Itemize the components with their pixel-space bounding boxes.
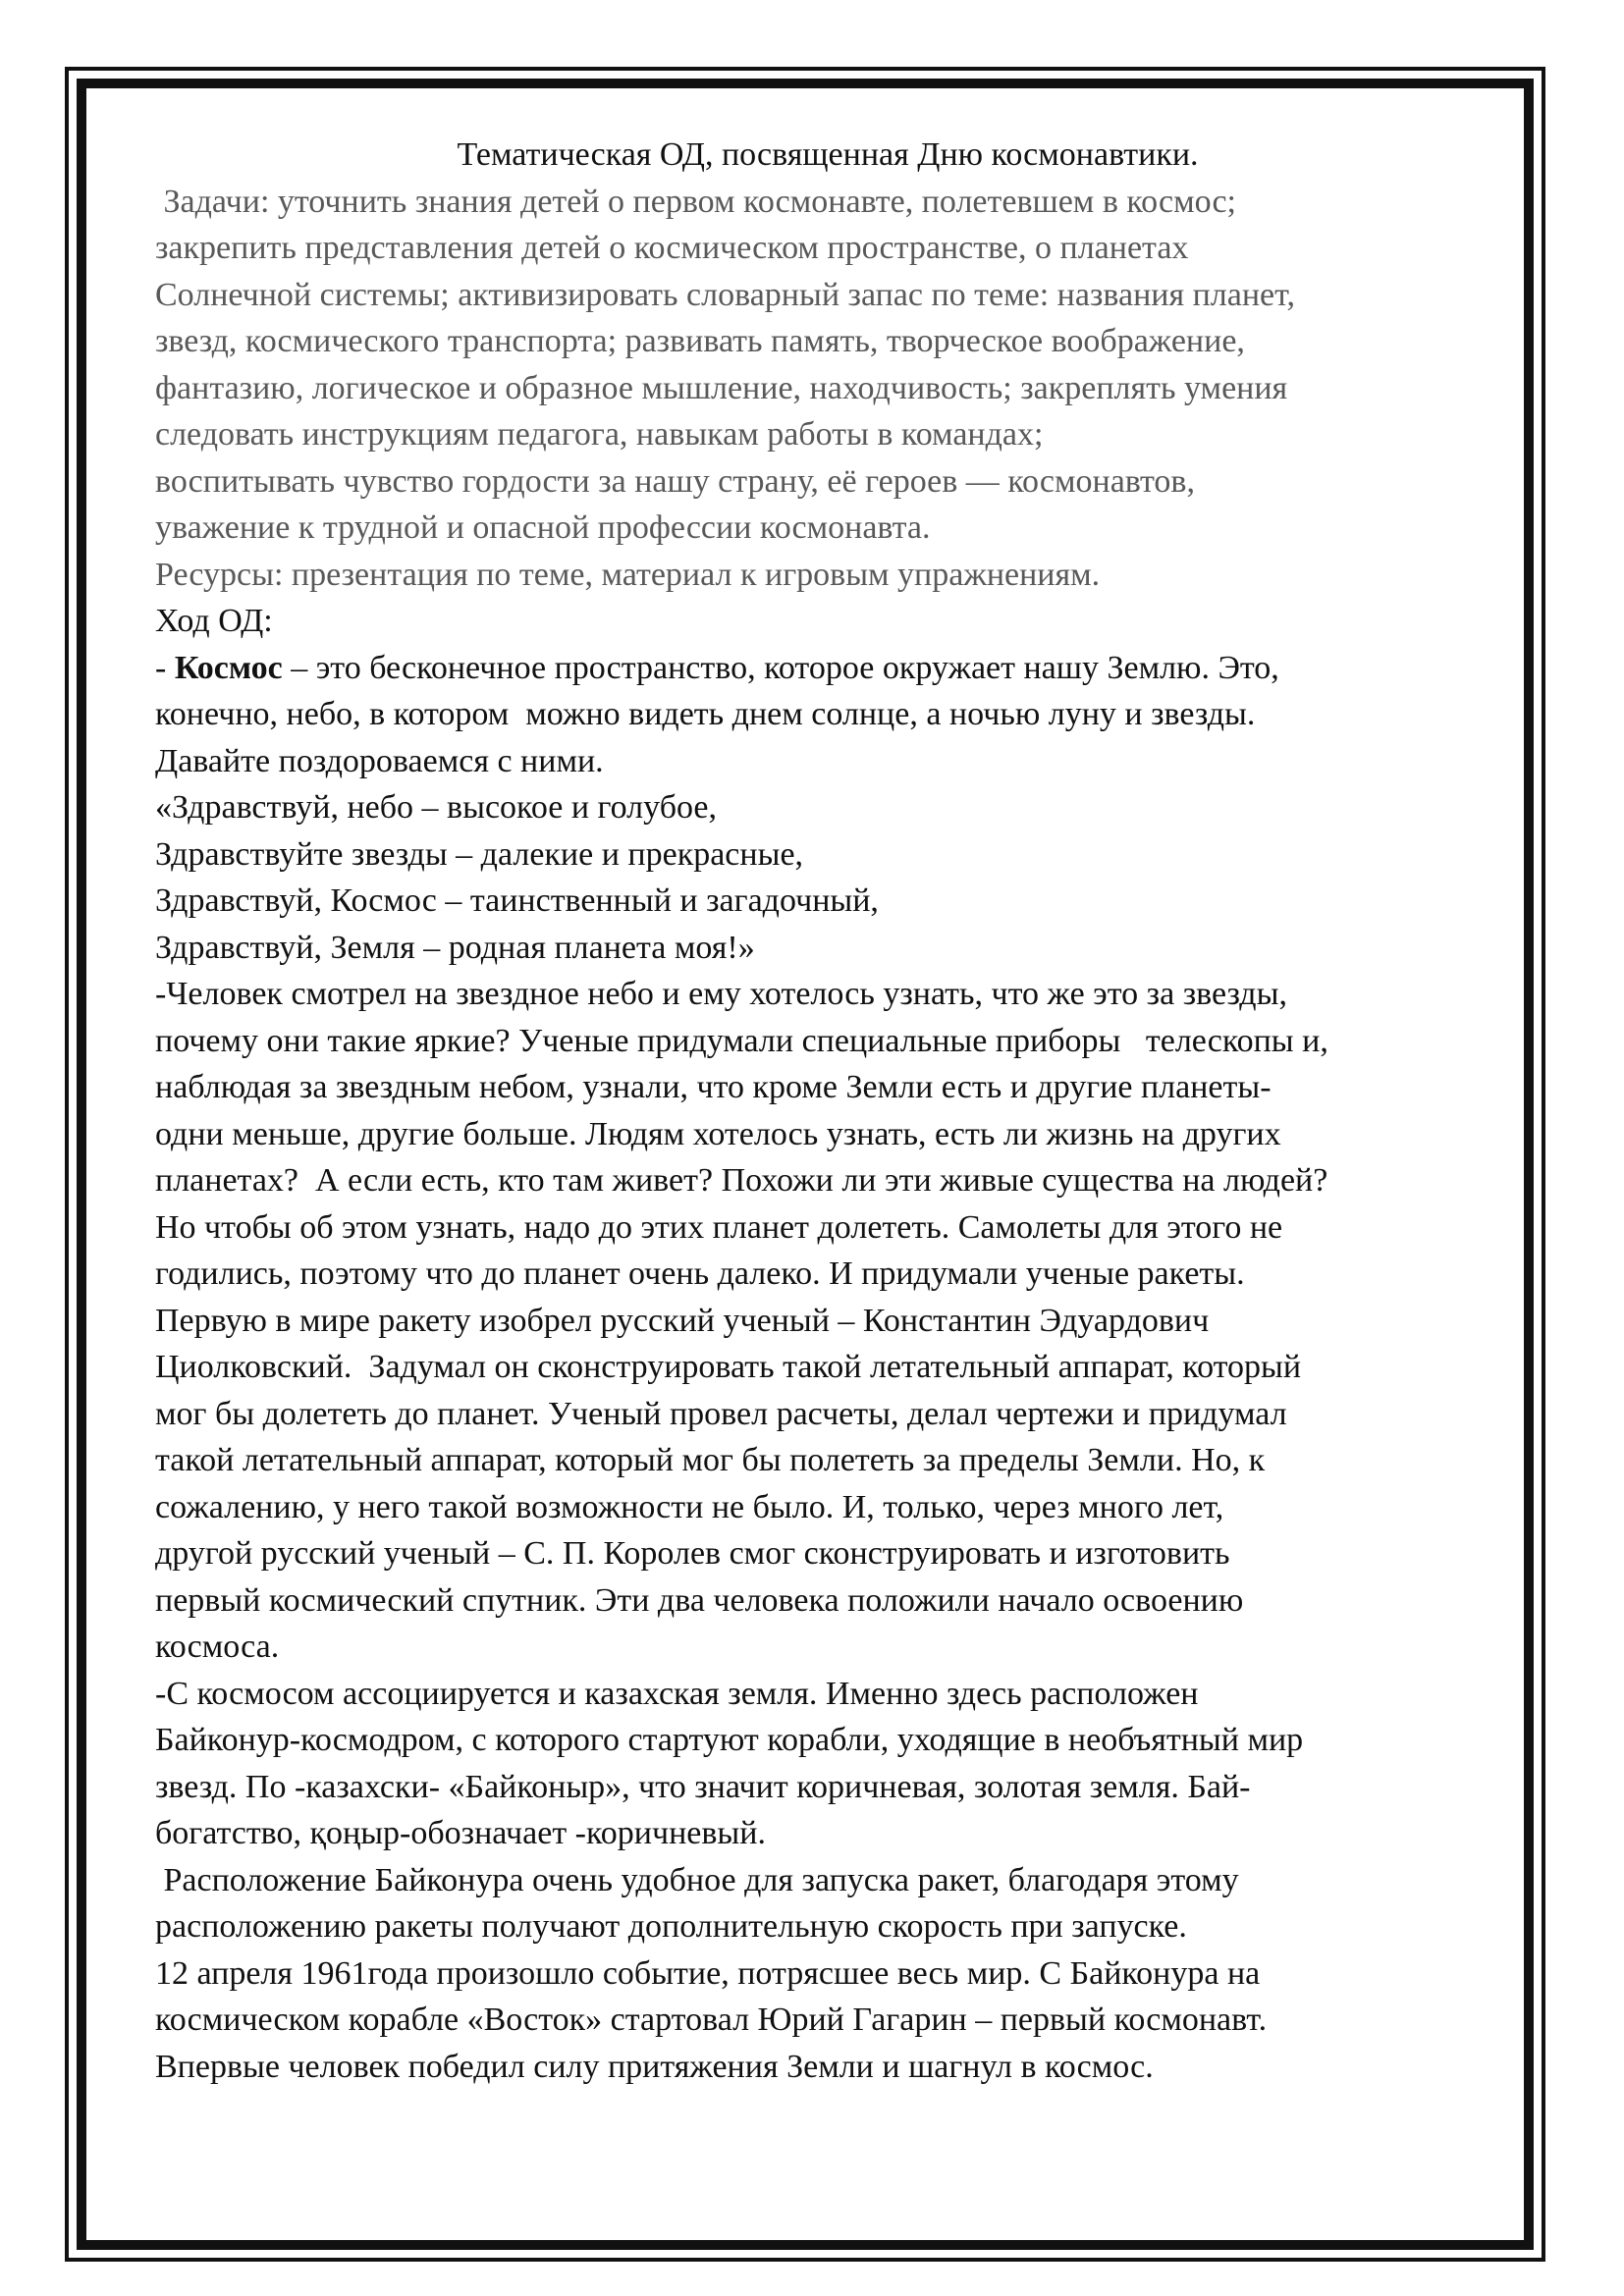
body-line: конечно, небо, в котором можно видеть днем солнце, а ночью луну и звезды. xyxy=(155,696,1256,732)
body-line: звезд. По -казахски- «Байконыр», что значит коричневая, золотая земля. Бай- xyxy=(155,1768,1251,1805)
intro-line xyxy=(155,645,1500,692)
intro-prefix: - xyxy=(155,649,175,686)
body-line: космоса. xyxy=(155,1629,280,1665)
body-line: расположению ракеты получают дополнительную скорость при запуске. xyxy=(155,1908,1187,1945)
body-line: Впервые человек победил силу притяжения Земли и шагнул в космос. xyxy=(155,2048,1154,2085)
tasks-line: следовать инструкциям педагога, навыкам работы в командах; xyxy=(155,416,1044,453)
poem-line: Здравствуй, Космос – таинственный и загадочный, xyxy=(155,882,879,919)
intro-term-kosmos: Космос xyxy=(174,649,283,686)
body-line: Расположение Байконура очень удобное для запуска ракет, благодаря этому xyxy=(155,1861,1239,1898)
tasks-line: воспитывать чувство гордости за нашу страну, её героев — космонавтов, xyxy=(155,462,1195,500)
tasks-line: закрепить представления детей о космическом пространстве, о планетах xyxy=(155,230,1189,266)
poem-line: Здравствуй, Земля – родная планета моя!» xyxy=(155,929,755,966)
document-title: Тематическая ОД, посвященная Дню космонавтики. xyxy=(457,136,1199,173)
body-line: богатство, қоңыр-обозначает -коричневый. xyxy=(155,1815,766,1851)
tasks-line: Задачи: уточнить знания детей о первом космонавте, полетевшем в космос; xyxy=(155,183,1236,220)
tasks-line: звезд, космического транспорта; развивать память, творческое воображение, xyxy=(155,323,1245,359)
tasks-line: Солнечной системы; активизировать словарный запас по теме: названия планет, xyxy=(155,276,1295,313)
poem-line: «Здравствуй, небо – высокое и голубое, xyxy=(155,789,718,826)
body-line: такой летательный аппарат, который мог бы полететь за пределы Земли. Но, к xyxy=(155,1442,1266,1478)
body-line: Давайте поздороваемся с ними. xyxy=(155,742,604,779)
document-body xyxy=(155,132,1500,2090)
body-line: Байконур-космодром, с которого стартуют корабли, уходящие в необъятный мир xyxy=(155,1722,1304,1758)
body-line: мог бы долететь до планет. Ученый провел расчеты, делал чертежи и придумал xyxy=(155,1395,1287,1432)
course-heading: Ход ОД: xyxy=(155,603,273,639)
body-line: планетах? А если есть, кто там живет? Похожи ли эти живые существа на людей? xyxy=(155,1162,1328,1199)
body-line: Циолковский. Задумал он сконструировать такой летательный аппарат, который xyxy=(155,1349,1302,1385)
body-line: космическом корабле «Восток» стартовал Юрий Гагарин – первый космонавт. xyxy=(155,2002,1268,2038)
body-line: Первую в мире ракету изобрел русский ученый – Константин Эдуардович xyxy=(155,1302,1210,1339)
tasks-line: уважение к трудной и опасной профессии космонавта. xyxy=(155,509,931,546)
body-line: 12 апреля 1961года произошло событие, потрясшее весь мир. С Байконура на xyxy=(155,1954,1261,1992)
body-text xyxy=(155,691,1500,2090)
body-line: Но чтобы об этом узнать, надо до этих планет долететь. Самолеты для этого не xyxy=(155,1208,1283,1246)
intro-rest: – это бесконечное пространство, которое окружает нашу Землю. Это, xyxy=(282,649,1279,686)
body-line: почему они такие яркие? Ученые придумали специальные приборы телескопы и, xyxy=(155,1022,1328,1059)
body-line: сожалению, у него такой возможности не было. И, только, через много лет, xyxy=(155,1488,1224,1525)
resources-line: Ресурсы: презентация по теме, материал к игровым упражнениям. xyxy=(155,556,1101,593)
tasks-section xyxy=(155,179,1500,552)
poem-line: Здравствуйте звезды – далекие и прекрасные, xyxy=(155,835,804,873)
body-line: -Человек смотрел на звездное небо и ему хотелось узнать, что же это за звезды, xyxy=(155,976,1287,1012)
body-line: -С космосом ассоциируется и казахская земля. Именно здесь расположен xyxy=(155,1675,1199,1712)
body-line: одни меньше, другие больше. Людям хотелось узнать, есть ли жизнь на других xyxy=(155,1115,1281,1152)
body-line: первый космический спутник. Эти два человека положили начало освоению xyxy=(155,1581,1244,1619)
body-line: годились, поэтому что до планет очень далеко. И придумали ученые ракеты. xyxy=(155,1255,1245,1292)
tasks-line: фантазию, логическое и образное мышление, находчивость; закреплять умения xyxy=(155,369,1288,406)
body-line: наблюдая за звездным небом, узнали, что кроме Земли есть и другие планеты- xyxy=(155,1069,1272,1105)
body-line: другой русский ученый – С. П. Королев смог сконструировать и изготовить xyxy=(155,1535,1230,1572)
